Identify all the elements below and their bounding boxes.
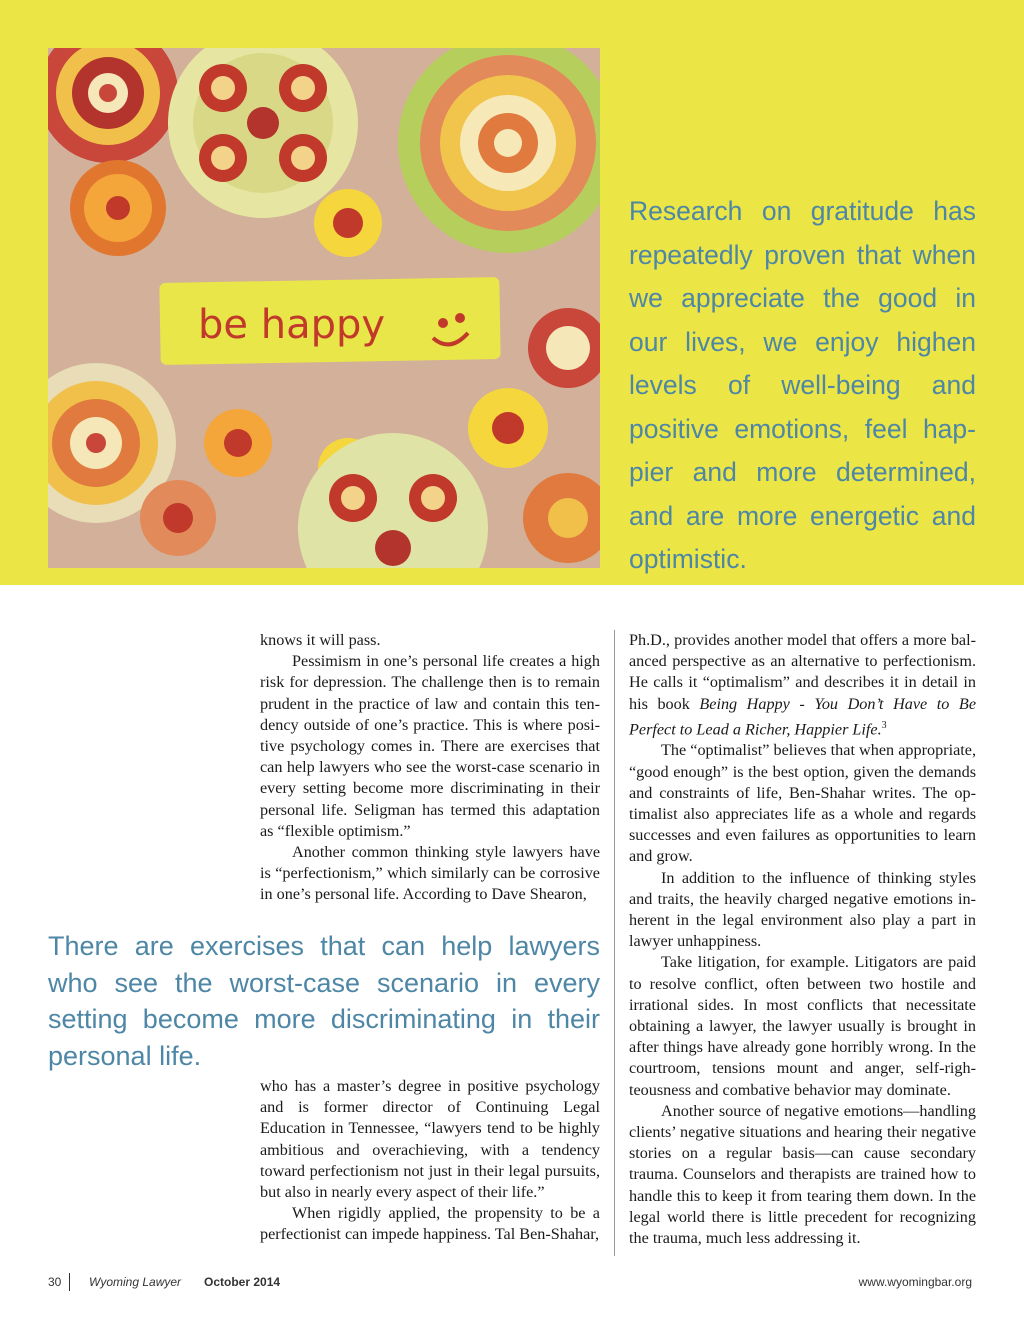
page-footer: [0, 1273, 1024, 1293]
footer-divider: [69, 1273, 70, 1291]
left-column-bottom: [260, 1076, 600, 1246]
paragraph: When rigidly applied, the propensity to be a perfectionist can impede happiness. Tal Ben-Shahar,: [260, 1204, 600, 1244]
paragraph: [629, 630, 976, 740]
sunflower-center: [314, 189, 382, 257]
paragraph: In addition to the influence of thinking styles and traits, the heavily charged negative emotions inherent in the legal environment also play a part in lawyer unhappiness.: [629, 868, 976, 951]
pullquote-gratitude: Research on gratitude has repeatedly proven that when we appreciate the good in our lives, we enjoy highen levels of well-being and positive emotions, feel happier and more determined, and are more energetic and optimistic.: [629, 196, 976, 574]
paragraph: who has a master’s degree in positive psychology and is former director of Continuing Legal Education in Tennessee, “lawyers tend to be highly ambitious and overachieving, with a tendency toward perfectionism not just in their legal pursuits, but also in nearly every aspect of their life.”: [260, 1077, 600, 1202]
paragraph: Pessimism in one’s personal life creates a high risk for depression. The challenge then is to remain prudent in the practice of law and contain this tendency outside of one’s practice. This is where positive psychology comes in. There are exercises that can help lawyers who see the worst-case scenario in every setting become more discriminating in their personal life. Seligman has termed this adaptation as “flexible optimism.”: [260, 652, 600, 840]
flower-pattern-artwork: [48, 48, 600, 568]
banner-text: be happy: [198, 302, 386, 348]
book-title: Being Happy - You Don’t Have to Be Perfect to Lead a Richer, Happier Life.: [629, 694, 976, 739]
paragraph: knows it will pass.: [260, 631, 381, 649]
flower-left: [70, 160, 166, 256]
column-divider: [614, 630, 615, 1256]
be-happy-illustration: [48, 48, 600, 568]
issue-date: October 2014: [204, 1275, 281, 1289]
left-column-top: [260, 630, 600, 906]
magazine-name: Wyoming Lawyer: [89, 1275, 182, 1289]
paragraph-text: Ph.D., provides another model that offers a more balanced perspective as an alternative to perfectionism. He calls it “optimalism” and describes it in detail in his book: [629, 631, 976, 713]
paragraph: Another common thinking style lawyers have is “perfectionism,” which similarly can be corrosive in one’s personal life. According to Dave Shearon,: [260, 843, 600, 904]
paragraph: Take litigation, for example. Litigators are paid to resolve conflict, often between two hostile and irrational sides. In most conflicts that necessitate obtaining a lawyer, the lawyer usually is brought in after things have already gone horribly wrong. In the courtroom, tensions mount and anger, self-righteousness and combative behavior may dominate.: [629, 953, 976, 1099]
be-happy-banner: [159, 277, 500, 365]
pullquote-exercises: There are exercises that can help lawyers who see the worst-case scenario in every setting become more discriminating in their personal life.: [48, 931, 600, 1071]
right-column: [629, 630, 976, 1249]
paragraph: The “optimalist” believes that when appropriate, “good enough” is the best option, given the demands and constraints of life, Ben-Shahar writes. The optimalist also appreciates life as a whole and regards successes and even failures as opportunities to learn and grow.: [629, 741, 976, 866]
footnote-ref: 3: [881, 719, 887, 731]
page-number: 30: [48, 1275, 62, 1289]
paragraph: Another source of negative emotions—handling clients’ negative situations and hearing their negative stories on a regular basis—can cause secondary trauma. Counselors and therapists are trained how to handle this to keep it from tearing them down. In the legal world there is little precedent for recognizing the trauma, much less addressing it.: [629, 1101, 976, 1248]
website-url[interactable]: www.wyomingbar.org: [858, 1275, 972, 1289]
